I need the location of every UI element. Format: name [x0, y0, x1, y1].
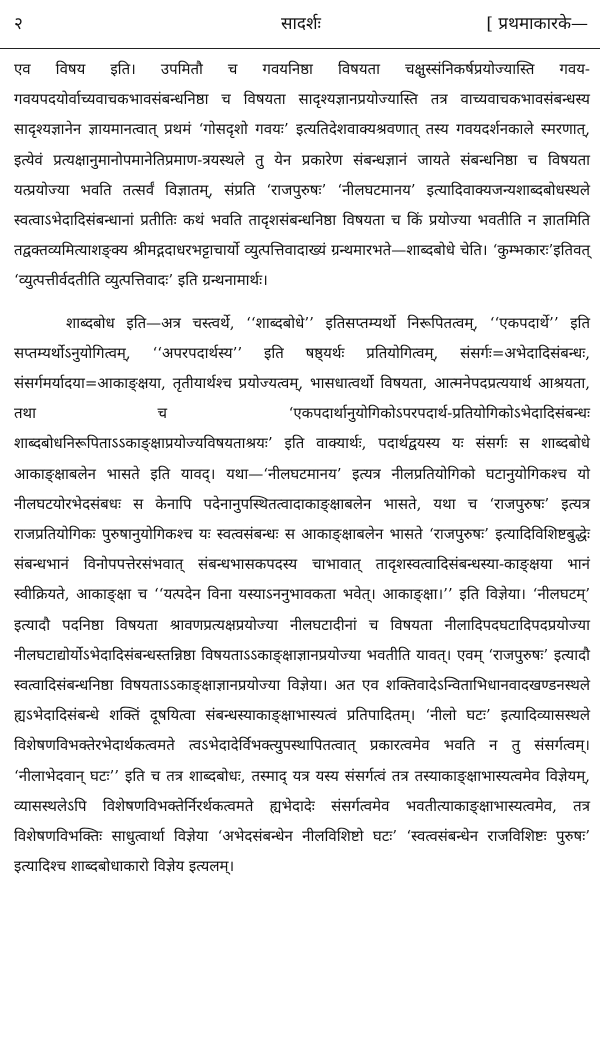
- header-rule: [0, 48, 600, 49]
- commentary-text: [14, 54, 590, 881]
- page-number: २: [14, 14, 23, 34]
- paragraph-gap: [14, 296, 590, 308]
- running-title: सादर्शः: [281, 14, 321, 34]
- paragraph-1: एव विषय इति। उपमितौ च गवयनिष्ठा विषयता चक्षुस्संनिकर्षप्रयोज्यास्ति गवय-गवयपदयोर्वाच्यवाचकभावसंबन्धनिष्ठा च विषयता सादृश्यज्ञानप्रयोज्यास्ति तत्र वाच्यवाचकभावसंबन्धस्य सादृश्यज्ञानेन ज्ञायमानत्वात् प्रथमं ‘गोसदृशो गवयः’ इत्यतिदेशवाक्यश्रवणात् तस्य गवयदर्शनकाले स्मरणात्, इत्येवं प्रत्यक्षानुमानोपमानेतिप्रमाण-त्रयस्थले तु येन प्रकारेण संबन्धज्ञानं जायते संबन्धनिष्ठा च विषयता यत्प्रयोज्या भवति तत्सर्वं विज्ञातम्, संप्रति ‘राजपुरुषः’ ‘नीलघटमानय’ इत्यादिवाक्यजन्यशाब्दबोधस्थले स्वत्वाऽभेदादिसंबन्धानां प्रतीतिः कथं भवति तादृशसंबन्धनिष्ठा विषयता च किं प्रयोज्या भवतीति न ज्ञातमिति तद्वक्तव्यमित्याशङ्क्य श्रीमद्गदाधरभट्टाचार्यो व्युत्पत्तिवादाख्यं ग्रन्थमारभते—शाब्दबोधे चेति। ‘कुम्भकारः’इतिवत् ‘व्युत्पत्तीर्वदतीति व्युत्पत्तिवादः’ इति ग्रन्थनामार्थः।: [14, 60, 590, 290]
- section-heading: [ प्रथमाकारके—: [486, 14, 588, 34]
- running-header: [14, 6, 588, 42]
- paragraph-2: शाब्दबोध इति—अत्र चस्त्वर्थे, ‘‘शाब्दबोधे’’ इतिसप्तम्यर्थो निरूपितत्वम्, ‘‘एकपदार्थे’’ इति सप्तम्यर्थोऽनुयोगित्वम्, ‘‘अपरपदार्थस्य’’ इति षष्ठ्यर्थः प्रतियोगित्वम्, संसर्गः=अभेदादिसंबन्धः, संसर्गमर्यादया=आकाङ्क्षया, तृतीयार्थश्च प्रयोज्यत्वम्, भासधात्वर्थो विषयता, आत्मनेपदप्रत्ययार्थ आश्रयता, तथा च ‘एकपदार्थानुयोगिकोऽपरपदार्थ-प्रतियोगिकोऽभेदादिसंबन्धः शाब्दबोधनिरूपिताऽऽकाङ्क्षाप्रयोज्यविषयताश्रयः’ इति वाक्यार्थः, पदार्थद्वयस्य यः संसर्गः स शाब्दबोधे आकाङ्क्षाबलेन भासते इति यावद्। यथा—‘नीलघटमानय’ इत्यत्र नीलप्रतियोगिको घटानुयोगिकश्च यो नीलघटयोरभेदसंबधः स केनापि पदेनानुपस्थितत्वादाकाङ्क्षाबलेन भासते, यथा च ‘राजपुरुषः’ इत्यत्र राजप्रतियोगिकः पुरुषानुयोगिकश्च यः स्वत्वसंबन्धः स आकाङ्क्षाबलेन भासते ‘राजपुरुषः’ इत्यादिविशिष्टबुद्धेः संबन्धभानं विनोपपत्तेरसंभवात् संबन्धभासकपदस्य चाभावात् तादृशस्वत्वादिसंबन्धस्या-काङ्क्षया भानं स्वीक्रियते, आकाङ्क्षा च ‘‘यत्पदेन विना यस्याऽननुभावकता भवेत्। आकाङ्क्षा।’’ इति विज्ञेया। ‘नीलघटम्’ इत्यादौ पदनिष्ठा विषयता श्रावणप्रत्यक्षप्रयोज्या नीलघटादीनां च विषयता नीलादिपदघटादिपदप्रयोज्या नीलघटाद्योर्योऽभेदादिसंबन्धस्तन्निष्ठा विषयताऽऽकाङ्क्षाज्ञानप्रयोज्या भवतीति यावत्। एवम् ‘राजपुरुषः’ इत्यादौ स्वत्वादिसंबन्धनिष्ठा विषयताऽऽकाङ्क्षाज्ञानप्रयोज्या विज्ञेया। अत एव शक्तिवादेऽन्विताभिधानवादखण्डनस्थले ह्यऽभेदादिसंबन्धे शक्तिं दूषयित्वा संबन्धस्याकाङ्क्षाभास्यत्वं प्रतिपादितम्। ‘नीलो घटः’ इत्यादिव्यासस्थले विशेषणविभक्तेरभेदार्थकत्वमते त्वऽभेदादेर्विभक्त्युपस्थापितत्वात् प्रकारत्वमेव भवति न तु संसर्गत्वम्। ‘नीलाभेदवान् घटः’’ इति च तत्र शाब्दबोधः, तस्माद् यत्र यस्य संसर्गत्वं तत्र तस्याकाङ्क्षाभास्यत्वमेव विज्ञेयम्, व्यासस्थलेऽपि विशेषणविभक्तेर्निरर्थकत्वमते ह्यभेदादेः संसर्गत्वमेव भवतीत्याकाङ्क्षाभास्यत्वमेव, तत्र विशेषणविभक्तिः साधुत्वार्था विज्ञेया ‘अभेदसंबन्धेन नीलविशिष्टो घटः’ ‘स्वत्वसंबन्धेन राजविशिष्टः पुरुषः’ इत्यादिश्च शाब्दबोधाकारो विज्ञेय इत्यलम्।: [14, 313, 590, 876]
